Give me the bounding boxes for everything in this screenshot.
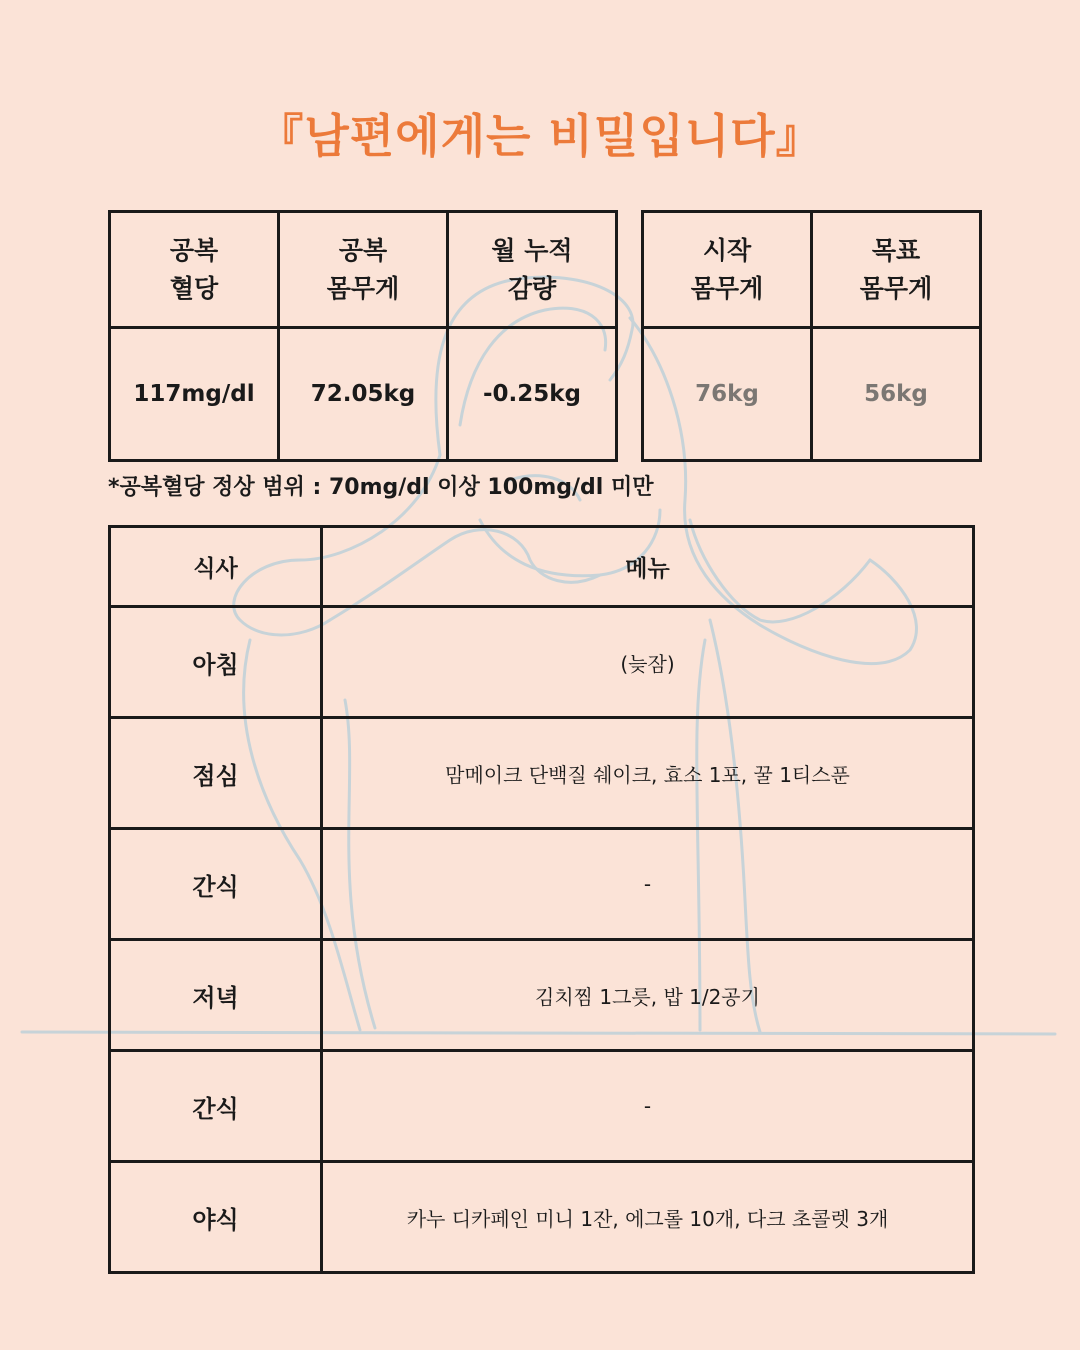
meal-name: 점심 (110, 718, 322, 829)
meal-menu: - (322, 829, 974, 940)
start-weight-header: 시작 몸무게 (643, 212, 812, 328)
meal-table-header-row (110, 527, 974, 607)
meal-menu: 김치찜 1그릇, 밥 1/2공기 (322, 940, 974, 1051)
table-row (110, 1051, 974, 1162)
table-row (110, 940, 974, 1051)
monthly-loss-header: 월 누적 감량 (448, 212, 617, 328)
meal-name: 간식 (110, 1051, 322, 1162)
meal-name: 아침 (110, 607, 322, 718)
meal-name: 간식 (110, 829, 322, 940)
start-weight-value: 76kg (643, 328, 812, 461)
meal-name: 야식 (110, 1162, 322, 1273)
menu-column-header: 메뉴 (322, 527, 974, 607)
target-weight-header: 목표 몸무게 (812, 212, 981, 328)
page-title: 『남편에게는 비밀입니다』 (257, 109, 823, 163)
meal-column-header: 식사 (110, 527, 322, 607)
stats-table (108, 210, 618, 462)
goal-table (641, 210, 982, 462)
meal-name: 저녁 (110, 940, 322, 1051)
table-row (110, 607, 974, 718)
fasting-glucose-header: 공복 혈당 (110, 212, 279, 328)
meal-menu: 카누 디카페인 미니 1잔, 에그롤 10개, 다크 초콜렛 3개 (322, 1162, 974, 1273)
table-row (110, 718, 974, 829)
glucose-range-note: *공복혈당 정상 범위 : 70mg/dl 이상 100mg/dl 미만 (108, 475, 654, 500)
monthly-loss-value: -0.25kg (448, 328, 617, 461)
meal-table (108, 525, 975, 1274)
meal-menu: 맘메이크 단백질 쉐이크, 효소 1포, 꿀 1티스푼 (322, 718, 974, 829)
table-row (110, 1162, 974, 1273)
fasting-glucose-value: 117mg/dl (110, 328, 279, 461)
meal-menu: - (322, 1051, 974, 1162)
meal-menu: (늦잠) (322, 607, 974, 718)
fasting-weight-header: 공복 몸무게 (279, 212, 448, 328)
fasting-weight-value: 72.05kg (279, 328, 448, 461)
target-weight-value: 56kg (812, 328, 981, 461)
table-row (110, 829, 974, 940)
